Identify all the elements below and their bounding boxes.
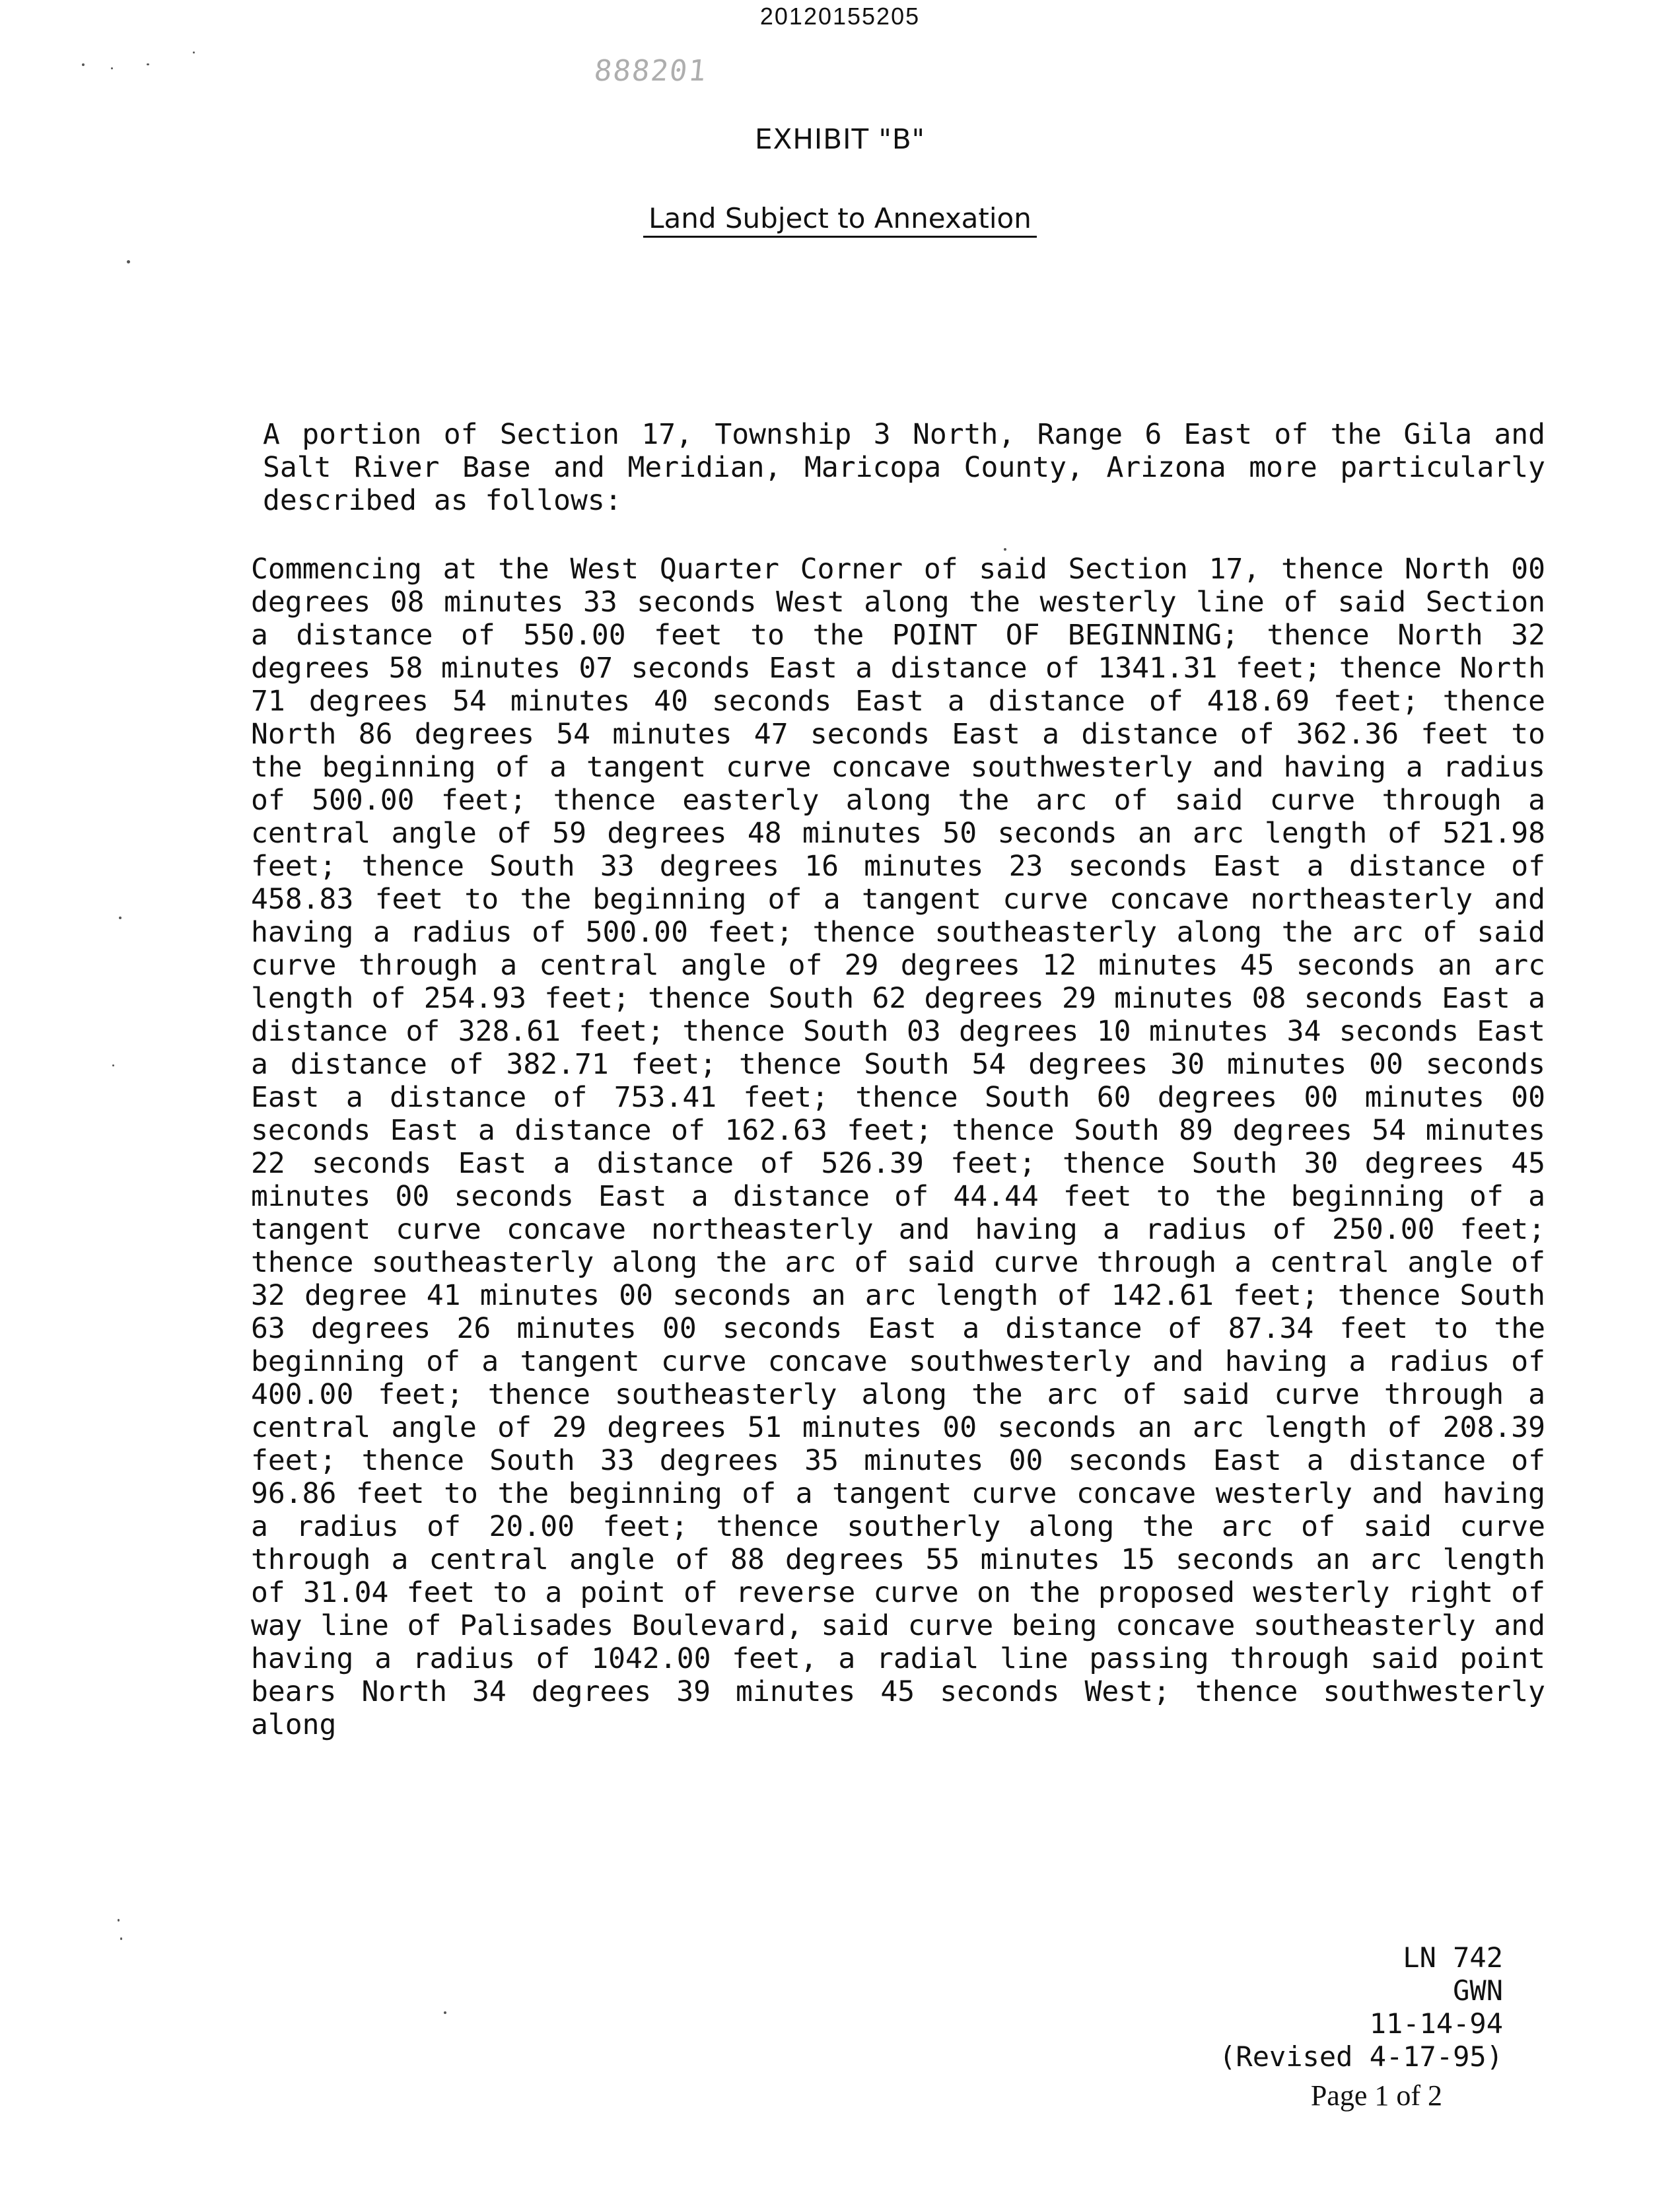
scan-speck [112,1064,114,1066]
document-subtitle [0,202,1680,234]
exhibit-title: EXHIBIT "B" [755,123,925,155]
scan-speck [82,63,85,66]
faded-stamp: 888201 [592,54,709,88]
scan-speck [193,52,195,53]
preparation-date: 11-14-94 [1369,2007,1503,2040]
footer-reference-block [1219,1941,1503,2073]
document-number: 20120155205 [759,3,921,30]
page-number: Page 1 of 2 [1310,2079,1442,2112]
scan-speck [119,917,122,919]
scan-speck [111,67,113,69]
scan-speck [147,63,149,65]
scan-speck [120,1937,122,1940]
subtitle-text: Land Subject to Annexation [643,202,1037,238]
scan-speck [127,260,130,263]
scan-speck [1004,548,1006,551]
scan-speck [444,2011,446,2014]
legal-description-paragraph: Commencing at the West Quarter Corner of said Section 17, thence North 00 degrees 08 minutes 33 seconds West along the westerly line of said Section a distance of 550.00 feet to the POINT OF BEGINNING; thence North 32 degrees 58 minutes 07 seconds East a distance of 1341.31 feet; thence North 71 degrees 54 minutes 40 seconds East a distance of 418.69 feet; thence North 86 degrees 54 minutes 47 seconds East a distance of 362.36 feet to the beginning of a tangent curve concave southwesterly and having a radius of 500.00 feet; thence easterly along the arc of said curve through a central angle of 59 degrees 48 minutes 50 seconds an arc length of 521.98 feet; thence South 33 degrees 16 minutes 23 seconds East a distance of 458.83 feet to the beginning of a tangent curve concave northeasterly and having a radius of 500.00 feet; thence southeasterly along the arc of said curve through a central angle of 29 degrees 12 minutes 45 seconds an arc length of 254.93 feet; thence South 62 degrees 29 minutes 08 seconds East a distance of 328.61 feet; thence South 03 degrees 10 minutes 34 seconds East a distance of 382.71 feet; thence South 54 degrees 30 minutes 00 seconds East a distance of 753.41 feet; thence South 60 degrees 00 minutes 00 seconds East a distance of 162.63 feet; thence South 89 degrees 54 minutes 22 seconds East a distance of 526.39 feet; thence South 30 degrees 45 minutes 00 seconds East a distance of 44.44 feet to the beginning of a tangent curve concave northeasterly and having a radius of 250.00 feet; thence southeasterly along the arc of said curve through a central angle of 32 degree 41 minutes 00 seconds an arc length of 142.61 feet; thence South 63 degrees 26 minutes 00 seconds East a distance of 87.34 feet to the beginning of a tangent curve concave southwesterly and having a radius of 400.00 feet; thence southeasterly along the arc of said curve through a central angle of 29 degrees 51 minutes 00 seconds an arc length of 208.39 feet; thence South 33 degrees 35 minutes 00 seconds East a distance of 96.86 feet to the beginning of a tangent curve concave westerly and having a radius of 20.00 feet; thence southerly along the arc of said curve through a central angle of 88 degrees 55 minutes 15 seconds an arc length of 31.04 feet to a point of reverse curve on the proposed westerly right of way line of Palisades Boulevard, said curve being concave southeasterly and having a radius of 1042.00 feet, a radial line passing through said point bears North 34 degrees 39 minutes 45 seconds West; thence southwesterly along [251,553,1545,1741]
scan-speck [118,1919,120,1922]
reference-code: LN 742 [1403,1941,1503,1974]
revision-date: (Revised 4-17-95) [1219,2040,1503,2073]
preparer-initials: GWN [1453,1974,1503,2007]
intro-paragraph: A portion of Section 17, Township 3 North, Range 6 East of the Gila and Salt River Base and Meridian, Maricopa County, Arizona more particularly described as follows: [263,418,1545,517]
